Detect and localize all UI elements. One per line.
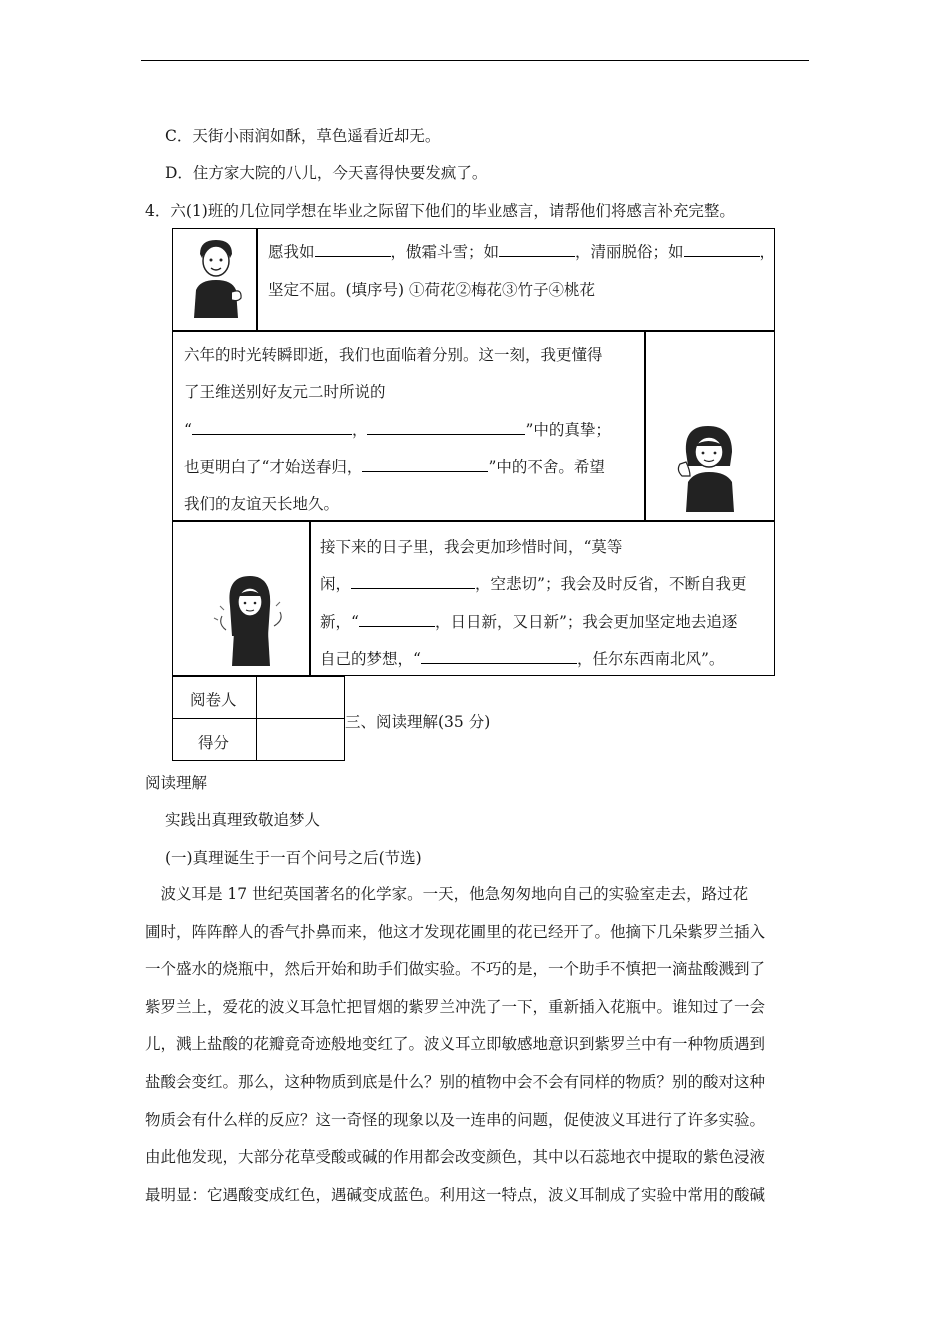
reviewer-field[interactable] xyxy=(258,678,343,717)
table-divider xyxy=(172,718,345,719)
section-title: 三、阅读理解(35 分) xyxy=(345,713,491,731)
passage-line: 最明显：它遇酸变成红色，遇碱变成蓝色。利用这一特点，波义耳制成了实验中常用的酸碱 xyxy=(145,1185,766,1204)
row2-text: “ xyxy=(184,421,192,439)
option-d: D．住方家大院的八儿，今天喜得快要发疯了。 xyxy=(165,164,488,182)
row3-text: ，日日新，又日新”；我会更加坚定地去追逐 xyxy=(434,613,738,631)
row2-text: ， xyxy=(351,421,368,439)
row3-text: 闲， xyxy=(320,575,352,593)
girl-illustration xyxy=(672,418,746,514)
passage-line: 由此他发现，大部分花草受酸或碱的作用都会改变颜色，其中以石蕊地衣中提取的紫色浸液 xyxy=(145,1148,766,1167)
passage-line: 波义耳是 17 世纪英国著名的化学家。一天，他急匆匆地向自己的实验室走去，路过花 xyxy=(145,885,749,903)
passage-line: 物质会有什么样的反应？这一奇怪的现象以及一连串的问题，促使波义耳进行了许多实验。 xyxy=(145,1110,766,1129)
theme-title: 实践出真理致敬追梦人 xyxy=(165,811,321,829)
row1-line1 xyxy=(268,240,775,262)
row3-text: ，空悲切”；我会及时反省，不断自我更 xyxy=(475,575,747,593)
row2-text: 也更明白了“才始送春归， xyxy=(184,458,363,476)
row2-line4 xyxy=(184,455,605,477)
row3-line2 xyxy=(320,572,746,594)
question-4-stem: 4．六(1)班的几位同学想在毕业之际留下他们的毕业感言，请帮他们将感言补充完整。 xyxy=(145,202,735,220)
passage-title: (一)真理诞生于一百个问号之后(节选) xyxy=(165,849,422,867)
row3-line1: 接下来的日子里，我会更加珍惜时间，“莫等 xyxy=(320,538,623,556)
boy-illustration xyxy=(186,236,246,320)
row3-text: 自己的梦想，“ xyxy=(320,650,421,668)
section-label: 阅读理解 xyxy=(145,774,208,792)
answer-blank[interactable] xyxy=(351,575,475,589)
answer-blank[interactable] xyxy=(367,421,525,435)
row1-text: 愿我如 xyxy=(268,243,315,261)
row3-text: 新，“ xyxy=(320,613,359,631)
row3-line3 xyxy=(320,610,737,632)
passage-line: 儿，溅上盐酸的花瓣竟奇迹般地变红了。波义耳立即敏感地意识到紫罗兰中有一种物质遇到 xyxy=(145,1035,766,1054)
row1-text: ，清丽脱俗；如 xyxy=(575,243,684,261)
row3-line4 xyxy=(320,647,724,669)
row2-line5: 我们的友谊天长地久。 xyxy=(184,495,340,513)
passage-line: 盐酸会变红。那么，这种物质到底是什么？别的植物中会不会有同样的物质？别的酸对这种 xyxy=(145,1072,766,1091)
row2-line3 xyxy=(184,418,611,440)
row2-text: ”中的真挚； xyxy=(525,421,611,439)
answer-blank[interactable] xyxy=(315,243,391,257)
row2-line2: 了王维送别好友元二时所说的 xyxy=(184,383,386,401)
reviewer-label: 阅卷人 xyxy=(190,691,237,709)
table-divider xyxy=(172,330,775,332)
passage-line: 圃时，阵阵醉人的香气扑鼻而来，他这才发现花圃里的花已经开了。他摘下几朵紫罗兰插入 xyxy=(145,922,766,941)
table-divider xyxy=(256,228,258,331)
row2-text: ”中的不舍。希望 xyxy=(488,458,605,476)
passage-line: 一个盛水的烧瓶中，然后开始和助手们做实验。不巧的是，一个助手不慎把一滴盐酸溅到了 xyxy=(145,960,766,979)
table-divider xyxy=(309,520,311,676)
header-rule xyxy=(141,60,809,61)
passage xyxy=(145,876,811,1214)
answer-blank[interactable] xyxy=(499,243,575,257)
answer-blank[interactable] xyxy=(192,421,352,435)
score-field[interactable] xyxy=(258,720,343,760)
option-c: C．天街小雨润如酥，草色遥看近却无。 xyxy=(165,127,441,145)
table-divider xyxy=(644,330,646,521)
answer-blank[interactable] xyxy=(359,613,435,627)
row1-text: ， xyxy=(759,243,776,261)
passage-line: 紫罗兰上，爱花的波义耳急忙把冒烟的紫罗兰冲洗了一下，重新插入花瓶中。谁知过了一会 xyxy=(145,997,766,1016)
score-label: 得分 xyxy=(198,734,230,752)
row1-text: ，傲霜斗雪；如 xyxy=(390,243,500,261)
answer-blank[interactable] xyxy=(684,243,760,257)
answer-blank[interactable] xyxy=(362,458,488,472)
table-divider xyxy=(172,520,775,522)
girl-illustration xyxy=(210,566,292,670)
answer-blank[interactable] xyxy=(421,650,577,664)
row1-line2: 坚定不屈。(填序号) ①荷花②梅花③竹子④桃花 xyxy=(268,281,596,299)
row2-line1: 六年的时光转瞬即逝，我们也面临着分别。这一刻，我更懂得 xyxy=(184,346,603,364)
row3-text: ，任尔东西南北风”。 xyxy=(576,650,725,668)
